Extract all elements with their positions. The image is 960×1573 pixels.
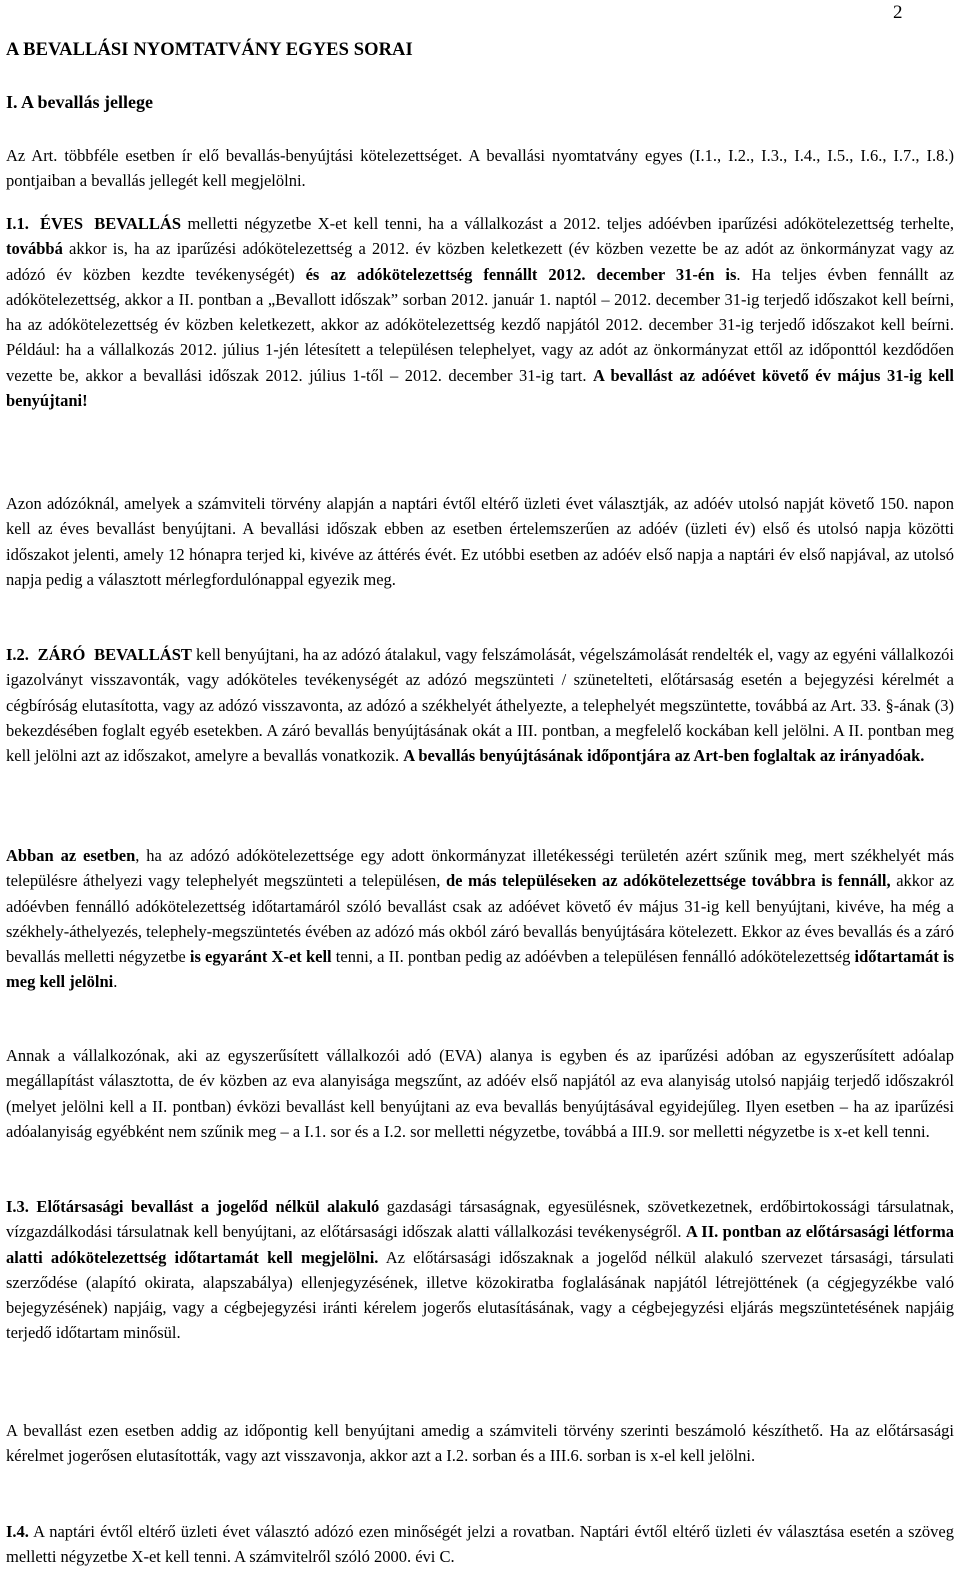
athelyezes-bold-4: időtartamát is meg kell jelölni bbox=[6, 947, 954, 992]
paragraph-uzleti-ev-rovat bbox=[6, 1519, 954, 1570]
rovat-label: I.4. bbox=[6, 1522, 29, 1541]
elotarsasagi-text-1: gazdasági társaságnak, egyesülésnek, szövetkezetnek, erdőbirtokossági társulatnak, vízgazdálkodási társulatnak kell benyújtani, az előtársasági időszak alatti vállalkozási tevékenységről. bbox=[6, 1197, 955, 1242]
rovat-text: A naptári évtől eltérő üzleti évet választó adózó ezen minőségét jelzi a rovatban. Naptári évtől eltérő üzleti év választása esetén a szöveg melletti négyzetbe X-et kell tenni. A számvitelről szóló 2000. évi C. bbox=[6, 1522, 954, 1567]
athelyezes-text-4: . bbox=[113, 972, 118, 992]
paragraph-szekhely-athelyezes bbox=[6, 843, 954, 995]
paragraph-intro bbox=[6, 143, 954, 194]
zaro-bevallas-label: I.2. ZÁRÓ BEVALLÁST bbox=[6, 645, 192, 664]
intro-text: Az Art. többféle esetben ír elő bevallás-benyújtási kötelezettséget. A bevallási nyomtatvány egyes (I.1., I.2., I.3., I.4., I.5., I.6., I.7., I.8.) pontjaiban a bevallás jellegét kell megjelölni. bbox=[6, 146, 954, 191]
eves-text-3: . Ha teljes évben fennállt az adókötelezettség, akkor a II. pontban a „Bevallott időszak” sorban 2012. január 1. naptól – 2012. december 31-ig terjedő időszakot kell beírni, ha az adókötelezettség év közben keletkezett, akkor az adókötelezettség kezdő napjától 2012. december 31-ig terjedő időszakot kell beírni. Például: ha a vállalkozás 2012. július 1-jén létesített a településen telephelyet, vagy az adót az önkormányzat ettől az időponttól kezdődően vezette be, akkor a bevallási időszak 2012. július 1-től – 2012. december 31-ig tart. bbox=[6, 264, 954, 385]
paragraph-eves-bevallas bbox=[6, 211, 954, 413]
page-title: A BEVALLÁSI NYOMTATVÁNY EGYES SORAI bbox=[6, 40, 413, 60]
eves-text-2: akkor is, ha az iparűzési adókötelezettség a 2012. év közben keletkezett (év közben vezette be az adót az önkormányzat vagy az adózó év közben kezdte tevékenységét) bbox=[6, 239, 954, 284]
eves-deadline: A bevallást az adóévet követő év május 31-ig kell benyújtani! bbox=[6, 365, 954, 411]
paragraph-uzleti-ev bbox=[6, 491, 954, 592]
paragraph-zaro-bevallas bbox=[6, 642, 954, 768]
athelyezes-bold-2: de más településeken az adókötelezettsége továbbra is fennáll, bbox=[445, 871, 891, 891]
paragraph-elotarsasagi-beszamolo bbox=[6, 1418, 954, 1469]
page-number: 2 bbox=[893, 2, 903, 23]
beszamolo-text: A bevallást ezen esetben addig az időpontig kell benyújtani amedig a számviteli törvény szerinti beszámoló készíthető. Ha az előtársasági kérelmet jogerősen elutasították, vagy azt visszavonja, akkor azt a I.2. sorban és a III.6. sorban is x-el kell jelölni. bbox=[6, 1421, 954, 1466]
elotarsasagi-bold-1: A II. pontban az előtársasági létforma alatti adókötelezettség időtartamát kell megjelölni. bbox=[6, 1222, 954, 1267]
elotarsasagi-text-2: Az előtársasági időszaknak a jogelőd nélkül alakuló szervezet társasági, társulati szerződése (alapító okirata, alapszabálya) ellenjegyzésének, illetve közokiratba foglalásának napjától létrejöttének (a cégjegyzékbe való bejegyzésének) napjáig, vagy a cégbejegyzési iránti kérelem jogerős elutasításának, vagy a cégbejegyzési eljárás megszüntetésének napjáig terjedő időtartam minősül. bbox=[6, 1247, 954, 1343]
paragraph-elotarsasagi bbox=[6, 1194, 954, 1346]
athelyezes-text-1: , ha az adózó adókötelezettsége egy adott önkormányzat illetékességi területén azért szűnik meg, mert székhelyét más településre áthelyezi vagy telephelyét megszünteti a településen, bbox=[6, 846, 954, 891]
eves-bold-2: és az adókötelezettség fennállt 2012. december 31-én is bbox=[305, 264, 737, 284]
section-heading: I. A bevallás jellege bbox=[6, 92, 153, 112]
elotarsasagi-label: I.3. Előtársasági bevallást a jogelőd nélkül alakuló bbox=[6, 1197, 380, 1216]
zaro-text-1: kell benyújtani, ha az adózó átalakul, vagy felszámolását, végelszámolását rendelték el, vagy az egyéni vállalkozói igazolványt visszavonták, vagy adóköteles tevékenységét az adózó megszünteti / szünetelteti, előtársaság esetén a bejegyzési kérelmét a cégbíróság elutasította, vagy az adózó visszavonta, az adózó a székhelyét áthelyezte, a telephelyét megszüntette, továbbá az Art. 33. §-ának (3) bekezdésében foglalt egyéb esetekben. A záró bevallás benyújtásának okát a III. pontban, a megfelelő kockában kell jelölni. A II. pontban meg kell jelölni azt az időszakot, amelyre a bevallás vonatkozik. bbox=[6, 645, 954, 766]
eva-text: Annak a vállalkozónak, aki az egyszerűsített vállalkozói adó (EVA) alanya is egyben és az iparűzési adóban az egyszerűsített adóalap megállapítást választotta, de év közben az eva alanyisága megszűnt, az adóév első napjától az eva alanyiság utolsó napjáig terjedő időszakról (melyet jelölni kell a II. pontban) évközi bevallást kell benyújtani az eva bevallás benyújtásával egyidejűleg. Ilyen esetben – ha az iparűzési adóalanyiság egyébként nem szűnik meg – a I.1. sor és a I.2. sor melletti négyzetbe, továbbá a III.9. sor melletti négyzetbe is x-et kell tenni. bbox=[6, 1046, 954, 1141]
athelyezes-bold-3: is egyaránt X-et kell bbox=[189, 947, 332, 967]
abban-az-esetben: Abban az esetben bbox=[6, 846, 136, 865]
eves-text-1: melletti négyzetbe X-et kell tenni, ha a vállalkozást a 2012. teljes adóévben iparűzési adókötelezettség terhelte, bbox=[181, 214, 954, 233]
athelyezes-text-3: tenni, a II. pontban pedig az adóévben a településen fennálló adókötelezettség bbox=[331, 947, 855, 967]
eves-bevallas-label: I.1. ÉVES BEVALLÁS bbox=[6, 214, 182, 233]
uzleti-ev-text: Azon adózóknál, amelyek a számviteli törvény alapján a naptári évtől eltérő üzleti évet választják, az adóév utolsó napját követő 150. napon kell az éves bevallást benyújtani. A bevallási időszak ebben az esetben értelemszerűen az adóév (üzleti év) első és utolsó napja közötti időszakot jelenti, amely 12 hónapra terjed ki, kivéve az áttérés évét. Ez utóbbi esetben az adóév első napja a naptári év első napjával, az utolsó napja pedig a választott mérlegfordulónappal egyezik meg. bbox=[6, 494, 954, 589]
zaro-bold-1: A bevallás benyújtásának időpontjára az Art-ben foglaltak az irányadóak. bbox=[403, 746, 925, 766]
athelyezes-text-2: akkor az adóévben fennálló adókötelezettség időtartamáról szóló bevallást csak az adóévet követő év május 31-ig kell benyújtani, kivéve, ha még a székhely-áthelyezés, telephely-megszüntetés évében az adózó más okból záró bevallás benyújtására kötelezett. Ekkor az éves bevallás és a záró bevallás melletti négyzetbe bbox=[6, 871, 955, 967]
paragraph-eva bbox=[6, 1043, 954, 1144]
eves-bold-1: továbbá bbox=[6, 239, 63, 259]
